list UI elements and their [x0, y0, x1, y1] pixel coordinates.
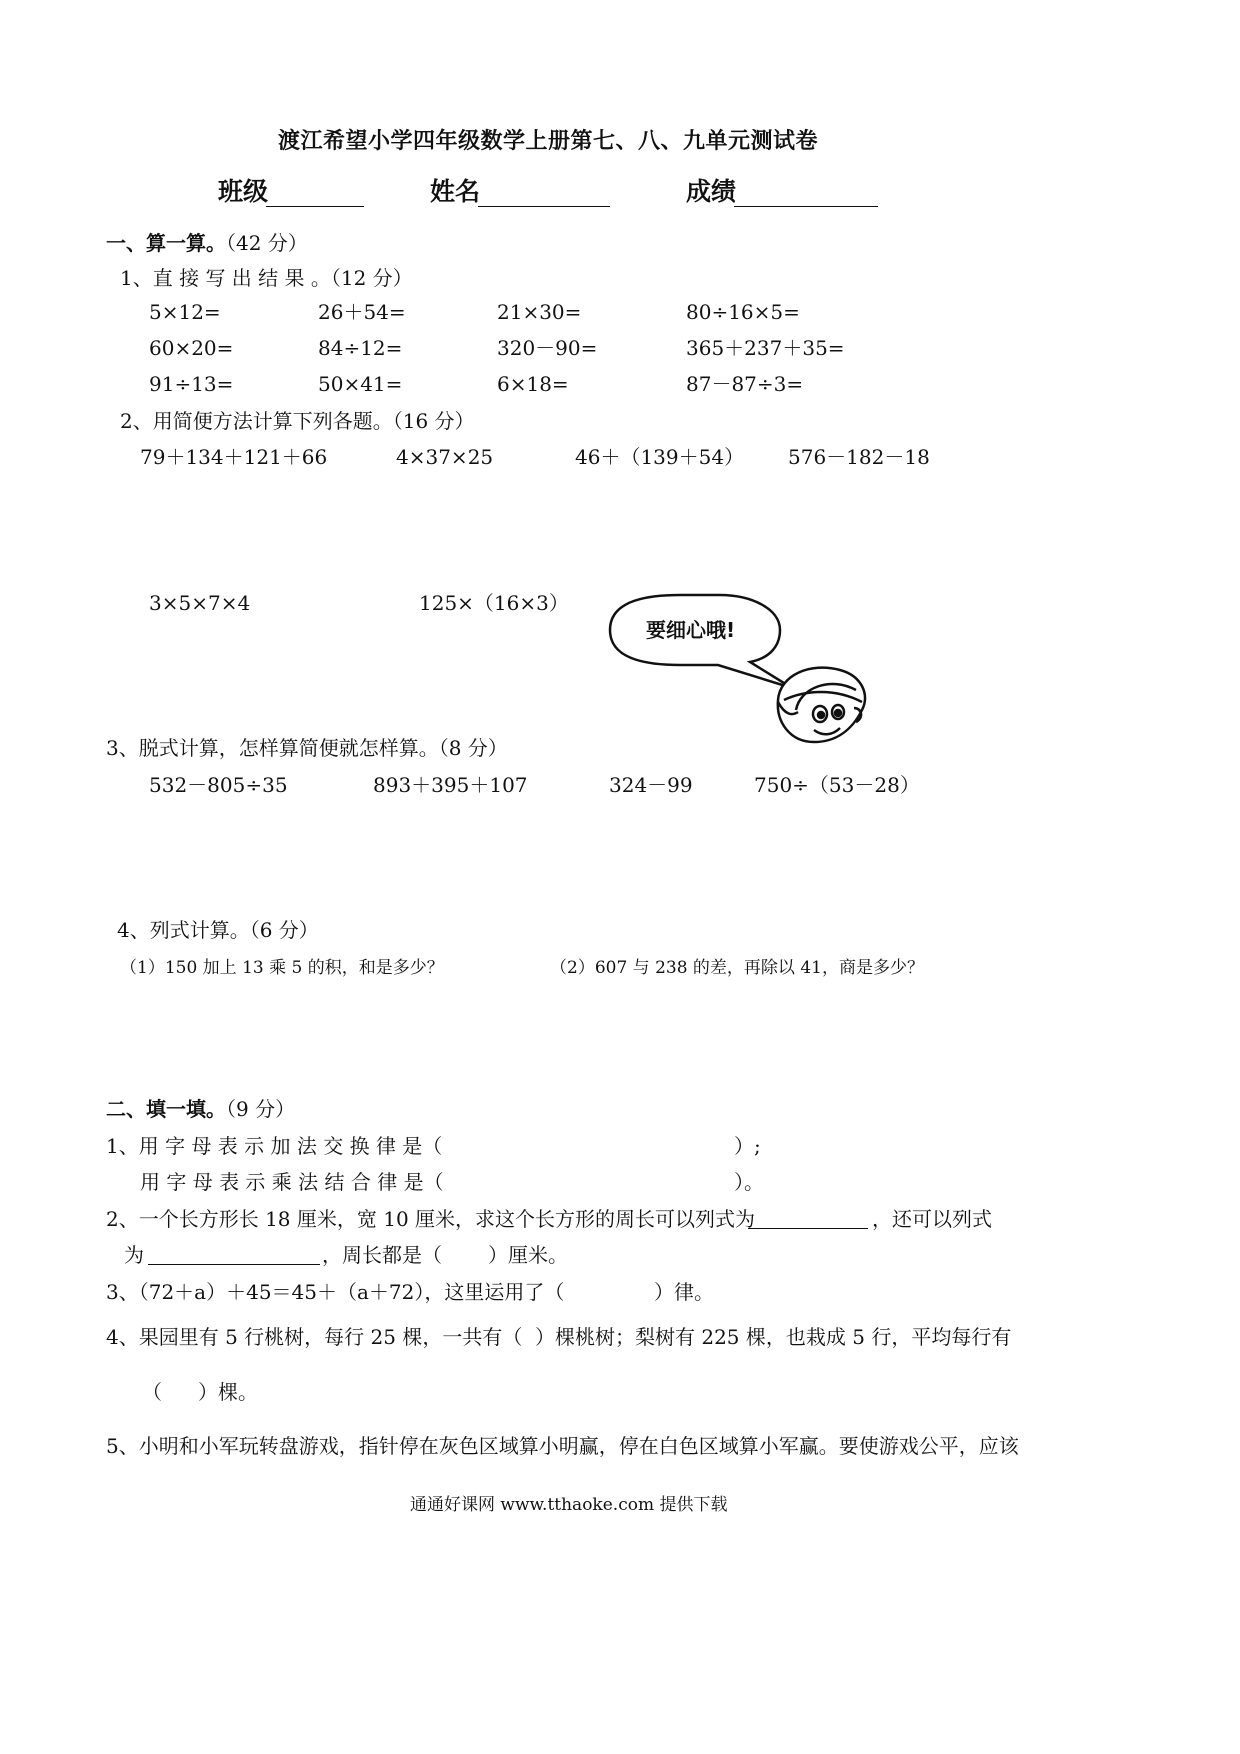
section2-heading [106, 1097, 295, 1121]
s2-q4-b: ）棵桃树；梨树有 225 棵，也栽成 5 行，平均每行有 [535, 1325, 1012, 1349]
s2-q4-c: （ [142, 1380, 162, 1404]
s2-q1a-right: ）; [734, 1134, 761, 1158]
name-field[interactable] [478, 206, 610, 207]
section2-title: 二、填一填。 [106, 1097, 226, 1121]
score-field[interactable] [734, 206, 878, 207]
q1-r3-c4: 87－87÷3= [686, 372, 804, 396]
s2-q2-line2-b: ，周长都是（ [322, 1243, 442, 1267]
section2-score: （9 分） [226, 1097, 296, 1121]
q1-r2-c2: 84÷12= [318, 336, 403, 360]
q1-r2-c4: 365＋237＋35= [686, 336, 845, 360]
s2-q4-d: ）棵。 [198, 1380, 258, 1404]
section1-title: 一、算一算。 [106, 231, 226, 255]
s2-q1b-left: 用 字 母 表 示 乘 法 结 合 律 是（ [140, 1170, 444, 1194]
speech-bubble-text: 要细心哦! [646, 618, 736, 642]
q3-item-2: 893＋395＋107 [373, 773, 528, 797]
section1-heading [106, 231, 308, 255]
s2-q2-blank2[interactable] [148, 1264, 320, 1265]
q1-r1-c1: 5×12= [149, 300, 221, 324]
page-title: 渡江希望小学四年级数学上册第七、八、九单元测试卷 [278, 129, 819, 154]
s2-q2-line1: 2、一个长方形长 18 厘米，宽 10 厘米，求这个长方形的周长可以列式为 [106, 1207, 756, 1231]
name-label: 姓名 [430, 177, 481, 206]
q3-item-4: 750÷（53－28） [754, 773, 920, 797]
q1-r2-c1: 60×20= [149, 336, 234, 360]
s2-q4-a: 4、果园里有 5 行桃树，每行 25 棵，一共有（ [106, 1325, 523, 1349]
score-label: 成绩 [686, 177, 737, 206]
q1-r3-c1: 91÷13= [149, 372, 234, 396]
q3-item-1: 532－805÷35 [149, 773, 288, 797]
q2-item-5: 3×5×7×4 [149, 591, 251, 615]
q2-item-2: 4×37×25 [396, 445, 494, 469]
class-field[interactable] [266, 206, 364, 207]
q1-r3-c3: 6×18= [497, 372, 569, 396]
q1-r2-c3: 320－90= [497, 336, 598, 360]
s2-q2-line2-c: ）厘米。 [488, 1243, 568, 1267]
q4-item-2: （2）607 与 238 的差，再除以 41，商是多少？ [550, 958, 924, 978]
q1-title: 1、直 接 写 出 结 果 。（12 分） [120, 266, 413, 290]
q4-title: 4、列式计算。（6 分） [117, 918, 319, 942]
q1-r3-c2: 50×41= [318, 372, 403, 396]
s2-q2-blank1[interactable] [748, 1228, 868, 1229]
q2-item-1: 79＋134＋121＋66 [140, 445, 328, 469]
q2-item-3: 46＋（139＋54） [575, 445, 745, 469]
q1-r1-c3: 21×30= [497, 300, 582, 324]
q4-item-1: （1）150 加上 13 乘 5 的积，和是多少？ [120, 958, 444, 978]
q1-r1-c4: 80÷16×5= [686, 300, 800, 324]
s2-q3-b: ）律。 [654, 1280, 714, 1304]
q2-title: 2、用简便方法计算下列各题。（16 分） [120, 409, 475, 433]
s2-q5: 5、小明和小军玩转盘游戏，指针停在灰色区域算小明赢，停在白色区域算小军赢。要使游戏公平，应该 [106, 1434, 1019, 1458]
s2-q2-line1-tail: ，还可以列式 [872, 1207, 992, 1231]
q3-item-3: 324－99 [609, 773, 693, 797]
s2-q1b-right: ）。 [734, 1170, 764, 1194]
q3-title: 3、脱式计算，怎样算简便就怎样算。（8 分） [106, 736, 508, 760]
q2-item-4: 576－182－18 [788, 445, 930, 469]
footer-source: 通通好课网 www.tthaoke.com 提供下载 [410, 1495, 728, 1515]
q2-item-6: 125×（16×3） [419, 591, 569, 615]
s2-q1a-left: 1、用 字 母 表 示 加 法 交 换 律 是（ [106, 1134, 443, 1158]
speech-bubble-illustration [600, 590, 880, 760]
section1-score: （42 分） [226, 231, 308, 255]
s2-q3-a: 3、（72＋a）＋45＝45＋（a＋72），这里运用了（ [106, 1280, 565, 1304]
s2-q2-line2-a: 为 [124, 1243, 144, 1267]
class-label: 班级 [218, 177, 269, 206]
q1-r1-c2: 26＋54= [318, 300, 406, 324]
boy-cartoon-icon [778, 668, 865, 742]
